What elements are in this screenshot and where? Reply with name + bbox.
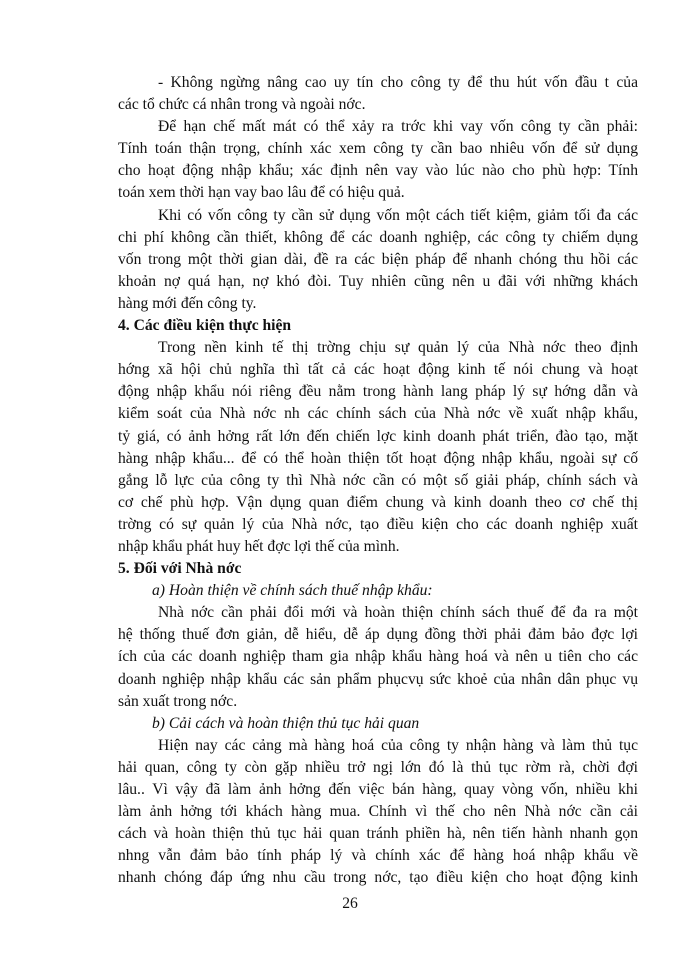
body-line: cơ chế phù hợp. Vận dụng quan điểm chung và kinh doanh theo cơ chế thị [118,493,638,511]
body-line: Trong nền kinh tế thị trờng chịu sự quản lý của Nhà nớc theo định [158,339,638,357]
body-line: doanh nghiệp nhập khẩu các sản phẩm phụcvụ sức khoẻ của nhân dân phục vụ [118,670,638,688]
body-line: Khi có vốn công ty cần sử dụng vốn một cách tiết kiệm, giảm tối đa các [158,206,638,224]
body-line: nhập khẩu phát huy hết đợc lợi thế của mình. [118,537,400,555]
body-line: chi phí không cần thiết, không để các doanh nghiệp, các công ty chiếm dụng [118,228,638,246]
subsection-heading: a) Hoàn thiện về chính sách thuế nhập khẩu: [152,582,433,600]
body-line: làm ảnh hởng tới khách hàng mua. Chính vì thế cho nên Nhà nớc cần cải [118,803,638,821]
body-line: hớng xã hội chủ nghĩa thì tất cả các hoạt động kinh tế nói chung và hoạt [118,361,638,379]
body-line: ích của các doanh nghiệp tham gia nhập khẩu hàng hoá và nên u tiên cho các [118,648,638,666]
body-line: hàng mới đến công ty. [118,294,257,312]
body-line: khoản nợ quá hạn, nợ khó đòi. Tuy nhiên cũng nên u đãi với những khách [118,272,638,290]
body-line: tỷ giá, có ảnh hởng rất lớn đến chiến lợc kinh doanh phát triển, đào tạo, mặt [118,427,638,445]
body-line: hải quan, công ty còn gặp nhiều trở ngị lớn đó là thủ tục rờm rà, chời đợi [118,758,638,776]
body-line: cách và hoàn thiện thủ tục hải quan tránh phiền hà, nên tiến hành nhanh gọn [118,825,638,843]
body-line: động nhập khẩu nói riêng đều nằm trong hành lang pháp lý sự hớng dẫn và [118,383,638,401]
body-line: nhanh chóng đáp ứng nhu cầu trong nớc, tạo điều kiện cho hoạt động kinh [118,869,638,887]
section-heading: 4. Các điều kiện thực hiện [118,317,292,335]
page-body [118,72,638,889]
body-line: trờng có sự quản lý của Nhà nớc, tạo điều kiện cho các doanh nghiệp xuất [118,515,638,533]
body-line: hàng nhập khẩu... để có thể hoàn thiện tốt hoạt động nhập khẩu, ngoài sự cố [118,449,638,467]
body-line: cho hoạt động nhập khẩu; xác định nên vay vào lúc nào cho phù hợp: Tính [118,162,638,180]
body-line: kiểm soát của Nhà nớc nh các chính sách của Nhà nớc về xuất nhập khẩu, [118,405,638,423]
body-line: các tổ chức cá nhân trong và ngoài nớc. [118,96,366,114]
body-line: Để hạn chế mất mát có thể xảy ra trớc khi vay vốn công ty cần phải: [158,118,638,136]
subsection-heading: b) Cải cách và hoàn thiện thủ tục hải quan [152,714,420,732]
body-line: Hiện nay các cảng mà hàng hoá của công ty nhận hàng và làm thủ tục [158,736,638,754]
section-heading: 5. Đối với Nhà nớc [118,560,242,578]
body-line: lâu.. Vì vậy đã làm ảnh hởng đến việc bán hàng, quay vòng vốn, nhiều khi [118,781,638,798]
body-line: hệ thống thuế đơn giản, dễ hiểu, dễ áp dụng đồng thời phải đảm bảo đợc lợi [118,626,638,644]
body-line: toán xem thời hạn vay bao lâu để có hiệu quả. [118,184,405,202]
body-line: sản xuất trong nớc. [118,692,238,710]
body-line: - Không ngừng nâng cao uy tín cho công ty để thu hút vốn đầu t của [158,74,638,91]
body-line: vốn trong một thời gian dài, đề ra các biện pháp để nhanh chóng thu hồi các [118,250,638,268]
body-line: Tính toán thận trọng, chính xác xem công ty cần bao nhiêu vốn để sử dụng [118,140,638,158]
body-line: gắng lỗ lực của công ty thì Nhà nớc cần có một số giải pháp, chính sách và [118,471,638,489]
body-line: Nhà nớc cần phải đổi mới và hoàn thiện chính sách thuế để đa ra một [158,604,638,622]
page-number: 26 [342,895,358,912]
body-line: nhng vẫn đảm bảo tính pháp lý và chính xác để hàng hoá nhập khẩu về [118,847,638,865]
